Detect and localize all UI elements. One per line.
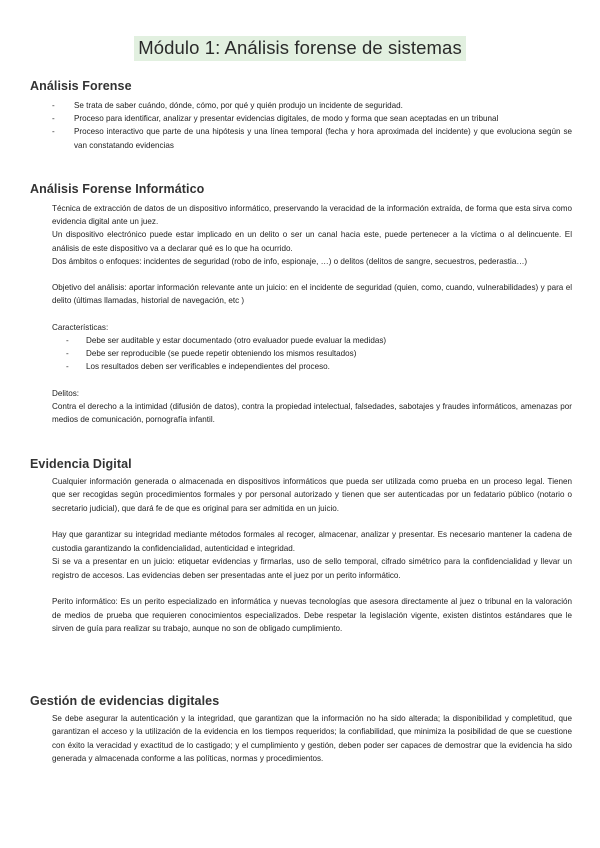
features-label: Características:: [52, 322, 109, 332]
list-item: - Se trata de saber cuándo, dónde, cómo, por qué y quién produjo un incidente de seguridad.: [52, 99, 572, 112]
section4-paragraph: Se debe asegurar la autenticación y la integridad, que garantizan que la información no ha sido alterada; la disponibilidad y completitud, que garantizan el acceso y la utilización de la evidencia en los tiempos requeridos; la confiabilidad, que minimiza la posibilidad de que se cuestione con éxito la veracidad y exactitud de lo castigado; y el cumplimiento y gestión, deben poder ser capaces de demostrar que la evidencia ha sido generada y almacenada conforme a las políticas, normas y procedimientos.: [52, 714, 572, 764]
crimes-text: Contra el derecho a la intimidad (difusión de datos), contra la propiedad intelectual, falsedades, sabotajes y fraudes informáticos, amenazas por medios de comunicación, pornografía infantil.: [52, 402, 572, 425]
section1-list-block: [52, 99, 572, 152]
title-container: [0, 36, 600, 61]
section1-list: [52, 99, 572, 152]
section2-paragraph: Dos ámbitos o enfoques: incidentes de seguridad (robo de info, espionaje, …) o delitos (delitos de sangre, secuestros, pederastia…): [52, 256, 528, 266]
page-title: Módulo 1: Análisis forense de sistemas: [134, 36, 466, 61]
list-item: - Debe ser auditable y estar documentado (otro evaluador puede evaluar la medidas): [66, 334, 572, 347]
section3-paragraph: Cualquier información generada o almacenada en dispositivos informáticos que pueda ser utilizada como prueba en un proceso legal. Tienen que ser recogidas según procedimientos formales y por personal autorizado y tienen que ser autenticadas por un fedatario público (notario o secretario judicial), que dará fe de que es original para ser admitida en un juicio.: [52, 477, 572, 513]
heading-evidencia-digital: Evidencia Digital: [30, 457, 132, 471]
perito-paragraph: Perito informático: Es un perito especializado en informática y nuevas tecnologías que asesora directamente al juez o tribunal en la valoración de medios de prueba que requieren conocimientos especializados. Debe respetar la legislación vigente, existen distintos estándares que le sirven de guía para realizar su trabajo, aunque no son de obligado cumplimiento.: [52, 597, 572, 634]
section4-block: [52, 712, 572, 766]
section2-block: [52, 202, 572, 426]
section3-paragraph: Hay que garantizar su integridad mediante métodos formales al recoger, almacenar, analizar y presentar. Es necesario mantener la cadena de custodia garantizando la confidencialidad, autenticidad e integridad.: [52, 530, 572, 553]
list-item: - Los resultados deben ser verificables e independientes del proceso.: [66, 360, 572, 373]
section2-paragraph: Un dispositivo electrónico puede estar implicado en un delito o ser un canal hacia este, puede pertenecer a la víctima o al delincuente. El análisis de este dispositivo va a declarar qué es lo que ha ocurrido.: [52, 230, 572, 253]
heading-analisis-forense: Análisis Forense: [30, 79, 132, 93]
heading-gestion-evidencias: Gestión de evidencias digitales: [30, 694, 220, 708]
section2-objective: Objetivo del análisis: aportar información relevante ante un juicio: en el incidente de seguridad (quien, como, cuando, vulnerabilidades) y para el delito (últimas llamadas, historial de navegación, etc ): [52, 283, 572, 306]
section3-block: [52, 475, 572, 635]
list-item: - Proceso para identificar, analizar y presentar evidencias digitales, de modo y forma que sean aceptadas en un tribunal: [52, 112, 572, 125]
section2-paragraph: Técnica de extracción de datos de un dispositivo informático, preservando la veracidad de la información extraída, de forma que esta sirva como evidencia digital ante un juez.: [52, 204, 572, 227]
list-item: - Debe ser reproducible (se puede repetir obteniendo los mismos resultados): [66, 347, 572, 360]
heading-analisis-forense-informatico: Análisis Forense Informático: [30, 182, 205, 196]
section3-paragraph: Si se va a presentar en un juicio: etiquetar evidencias y firmarlas, uso de sello temporal, cifrado simétrico para la confidencialidad y llevar un registro de accesos. Las evidencias deben ser presentadas ante el juez por un perito informático.: [52, 557, 572, 580]
list-item: - Proceso interactivo que parte de una hipótesis y una línea temporal (fecha y hora aproximada del incidente) y que evoluciona según se van constatando evidencias: [52, 125, 572, 151]
crimes-label: Delitos:: [52, 388, 79, 398]
features-list: [66, 334, 572, 374]
